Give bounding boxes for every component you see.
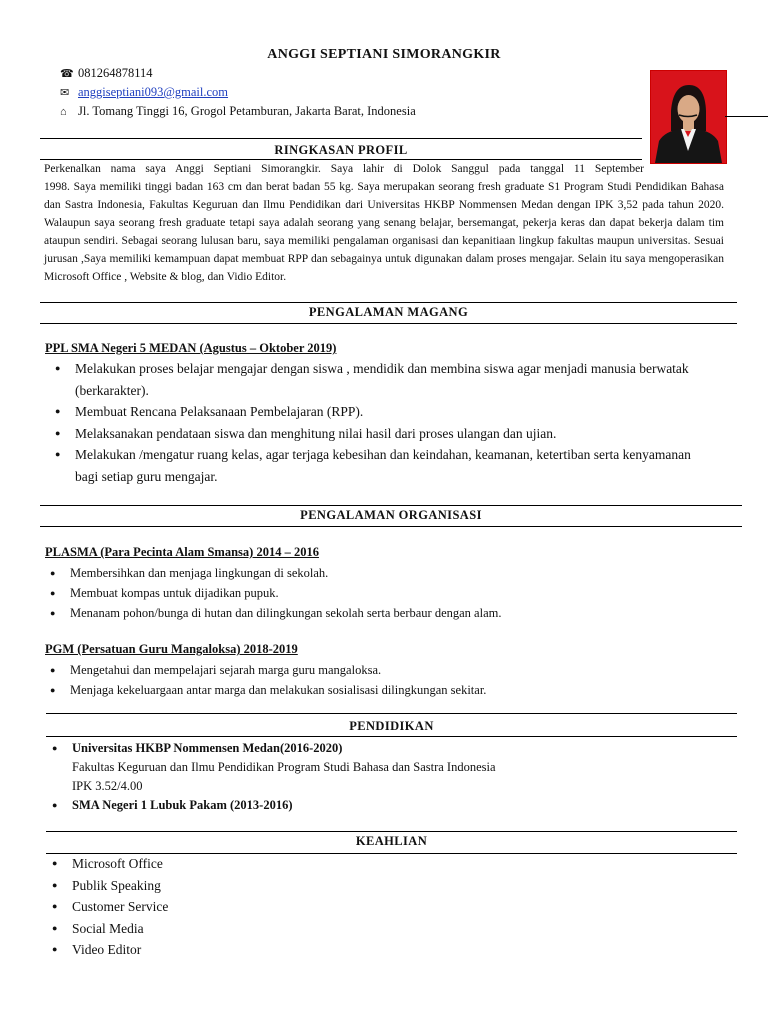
address-text: Jl. Tomang Tinggi 16, Grogol Petamburan, Jakarta Barat, Indonesia bbox=[78, 104, 416, 118]
profile-first-line: Perkenalkan nama saya Anggi Septiani Simorangkir. Saya lahir di Dolok Sanggul pada tanggal 11 September bbox=[44, 163, 644, 175]
divider bbox=[40, 505, 742, 506]
list-item: ● Mengetahui dan mempelajari sejarah marga guru mangaloksa. bbox=[40, 660, 720, 680]
internship-list bbox=[45, 358, 705, 487]
email-row bbox=[60, 85, 228, 100]
list-item: ● Menanam pohon/bunga di hutan dan dilingkungan sekolah serta berbaur dengan alam. bbox=[40, 603, 720, 623]
section-title-profile: RINGKASAN PROFIL bbox=[274, 143, 408, 157]
portrait-illustration bbox=[651, 71, 726, 163]
profile-photo bbox=[650, 70, 727, 164]
phone-number: 081264878114 bbox=[78, 66, 153, 80]
skills-list bbox=[42, 853, 442, 961]
list-item: ● Social Media bbox=[42, 918, 442, 940]
list-item: ● Melakukan /mengatur ruang kelas, agar terjaga kebesihan dan keindahan, keamanan, ketertiban serta kenyamanan bagi setiap guru mengajar. bbox=[45, 444, 705, 487]
address-row bbox=[60, 104, 416, 119]
phone-row bbox=[60, 66, 153, 81]
list-item: ● Membersihkan dan menjaga lingkungan di sekolah. bbox=[40, 563, 720, 583]
divider bbox=[40, 138, 642, 139]
university-faculty: Fakultas Keguruan dan Ilmu Pendidikan Program Studi Bahasa dan Sastra Indonesia bbox=[72, 760, 496, 774]
divider bbox=[40, 323, 737, 324]
list-item: ● Video Editor bbox=[42, 939, 442, 961]
section-title-skills: KEAHLIAN bbox=[355, 834, 428, 848]
list-item: ● Microsoft Office bbox=[42, 853, 442, 875]
organization-1-list bbox=[40, 563, 720, 623]
divider bbox=[46, 713, 737, 714]
education-list bbox=[42, 739, 722, 815]
section-title-education: PENDIDIKAN bbox=[349, 719, 434, 733]
list-item: ● Publik Speaking bbox=[42, 875, 442, 897]
organization-1-name: PLASMA (Para Pecinta Alam Smansa) 2014 – 2016 bbox=[45, 545, 319, 559]
list-item: ● Melakukan proses belajar mengajar dengan siswa , mendidik dan membina siswa agar menjadi manusia berwatak (berkarakter). bbox=[45, 358, 705, 401]
divider bbox=[40, 526, 742, 527]
section-title-internship: PENGALAMAN MAGANG bbox=[308, 305, 469, 319]
university-name: ● Universitas HKBP Nommensen Medan(2016-2020) bbox=[72, 741, 343, 755]
section-title-organization: PENGALAMAN ORGANISASI bbox=[300, 508, 482, 522]
list-item: ● Menjaga kekeluargaan antar marga dan melakukan sosialisasi dilingkungan sekitar. bbox=[40, 680, 720, 700]
list-item bbox=[42, 739, 722, 796]
candidate-name: ANGGI SEPTIANI SIMORANGKIR bbox=[267, 47, 501, 62]
email-link[interactable]: anggiseptiani093@gmail.com bbox=[78, 85, 229, 99]
envelope-icon: ✉ bbox=[60, 87, 70, 99]
divider bbox=[46, 831, 737, 832]
university-gpa: IPK 3.52/4.00 bbox=[72, 779, 143, 793]
list-item: ● Melaksanakan pendataan siswa dan menghitung nilai hasil dari proses ulangan dan ujian. bbox=[45, 423, 705, 445]
organization-2-list bbox=[40, 660, 720, 700]
phone-icon: ☎ bbox=[60, 68, 74, 80]
list-item: ● Customer Service bbox=[42, 896, 442, 918]
house-icon: ⌂ bbox=[60, 105, 67, 118]
divider bbox=[40, 302, 737, 303]
list-item: ● Membuat kompas untuk dijadikan pupuk. bbox=[40, 583, 720, 603]
list-item: ● SMA Negeri 1 Lubuk Pakam (2013-2016) bbox=[42, 796, 722, 815]
profile-body: 1998. Saya memiliki tinggi badan 163 cm dan berat badan 55 kg. Saya merupakan seorang fresh graduate S1 Program Studi Pendidikan Bahasa dan Sastra Indonesia, Fakultas Keguruan dan Ilmu Pendidikan dari Universitas HKBP Nommensen Medan dengan IPK 3,52 pada tahun 2020. Walaupun saya seorang fresh graduate tetapi saya adalah seorang yang senang belajar, bersemangat, pekerja keras dan dapat bekerja dalam tim ataupun sendiri. Sebagai seorang lulusan baru, saya memiliki pengalaman organisasi dan kepanitiaan lingkup fakultas maupun universitas. Sesuai jurusan ,Saya memiliki kemampuan dapat membuat RPP dan sebagainya untuk digunakan dalam proses mengajar. Selain itu saya mengoperasikan Microsoft Office , Website & blog, dan Vidio Editor. bbox=[44, 181, 724, 283]
list-item: ● Membuat Rencana Pelaksanaan Pembelajaran (RPP). bbox=[45, 401, 705, 423]
divider bbox=[46, 736, 737, 737]
profile-summary bbox=[44, 160, 724, 286]
organization-2-name: PGM (Persatuan Guru Mangaloksa) 2018-2019 bbox=[45, 642, 298, 656]
internship-place: PPL SMA Negeri 5 MEDAN (Agustus – Oktober 2019) bbox=[45, 341, 337, 355]
photo-pointer-line bbox=[725, 116, 768, 117]
